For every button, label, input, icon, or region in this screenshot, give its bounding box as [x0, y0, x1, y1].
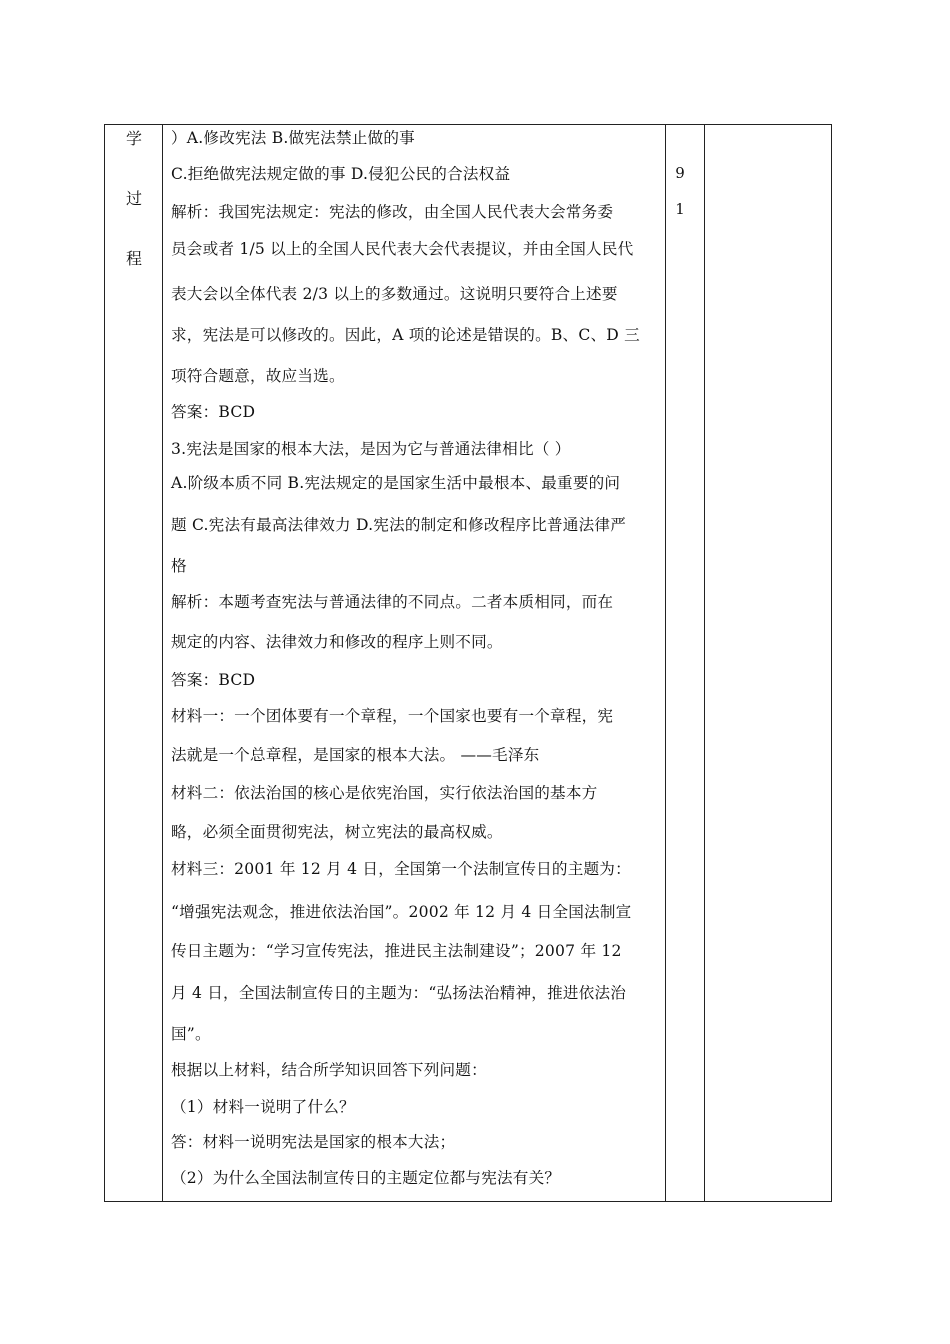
text-line: 求，宪法是可以修改的。因此，A 项的论述是错误的。B、C、D 三	[171, 326, 640, 344]
text-line: 月 4 日，全国法制宣传日的主题为：“弘扬法治精神，推进依法治	[171, 984, 627, 1002]
text-line: 员会或者 1/5 以上的全国人民代表大会代表提议，并由全国人民代	[171, 240, 634, 258]
answer-line: 答案：BCD	[171, 403, 256, 421]
text-line: C.拒绝做宪法规定做的事 D.侵犯公民的合法权益	[171, 165, 511, 183]
text-line: 材料一：一个团体要有一个章程，一个国家也要有一个章程，宪	[171, 707, 614, 725]
side-number: 1	[675, 200, 685, 218]
text-line: A.阶级本质不同 B.宪法规定的是国家生活中最根本、最重要的问	[171, 474, 621, 492]
text-line: 材料三：2001 年 12 月 4 日，全国第一个法制宣传日的主题为：	[171, 860, 631, 878]
text-line: 法就是一个总章程，是国家的根本大法。 ——毛泽东	[171, 746, 540, 764]
text-line: 格	[171, 557, 187, 575]
answer-line: 答：材料一说明宪法是国家的根本大法；	[171, 1133, 456, 1151]
text-line: 传日主题为：“学习宣传宪法，推进民主法制建设”；2007 年 12	[171, 942, 622, 960]
text-line: 项符合题意，故应当选。	[171, 367, 345, 385]
section-label-char: 过	[125, 189, 142, 208]
text-line: 略，必须全面贯彻宪法，树立宪法的最高权威。	[171, 823, 503, 841]
text-line: ）A.修改宪法 B.做宪法禁止做的事	[171, 129, 415, 147]
question-line: （1）材料一说明了什么？	[171, 1098, 355, 1116]
section-label-char: 学	[125, 129, 142, 148]
side-number: 9	[675, 164, 685, 182]
text-line: 解析：本题考查宪法与普通法律的不同点。二者本质相同，而在	[171, 593, 614, 611]
text-line: 规定的内容、法律效力和修改的程序上则不同。	[171, 633, 503, 651]
answer-line: 答案：BCD	[171, 671, 256, 689]
text-line: “增强宪法观念，推进依法治国”。2002 年 12 月 4 日全国法制宣	[171, 903, 632, 921]
question-line: 3.宪法是国家的根本大法，是因为它与普通法律相比（ ）	[171, 440, 571, 458]
text-line: 根据以上材料，结合所学知识回答下列问题：	[171, 1061, 487, 1079]
content-table	[104, 124, 832, 1202]
side-number-column	[665, 125, 705, 1201]
text-line: 解析：我国宪法规定：宪法的修改，由全国人民代表大会常务委	[171, 203, 614, 221]
section-label-char: 程	[125, 249, 142, 268]
text-line: 国”。	[171, 1025, 211, 1043]
text-line: 材料二：依法治国的核心是依宪治国，实行依法治国的基本方	[171, 784, 598, 802]
section-label-column	[105, 125, 163, 1201]
text-line: 表大会以全体代表 2/3 以上的多数通过。这说明只要符合上述要	[171, 285, 618, 303]
question-line: （2）为什么全国法制宣传日的主题定位都与宪法有关？	[171, 1169, 561, 1187]
text-line: 题 C.宪法有最高法律效力 D.宪法的制定和修改程序比普通法律严	[171, 516, 626, 534]
